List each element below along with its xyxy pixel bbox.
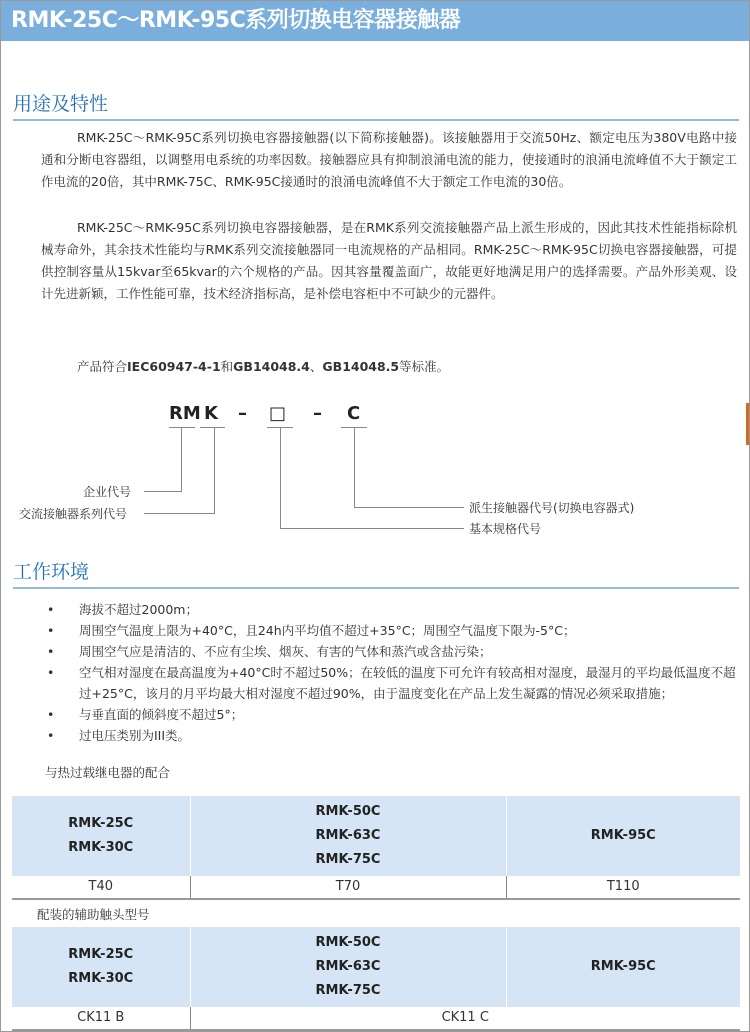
- code-dash: –: [238, 403, 247, 424]
- list-item: • 周围空气应是清洁的、不应有尘埃、烟灰、有害的气体和蒸汽或含盐污染；: [47, 641, 737, 662]
- label-company-code: 企业代号: [83, 485, 132, 499]
- header-cell: RMK-95C: [506, 927, 740, 1007]
- note-thermal-relay: 与热过载继电器的配合: [45, 765, 171, 780]
- model: RMK-25C: [68, 947, 134, 962]
- table-cell: T70: [190, 876, 506, 899]
- std-text: 、: [309, 359, 323, 374]
- code-k: K: [204, 403, 218, 424]
- section-heading-environment: 工作环境: [13, 557, 739, 589]
- list-item: • 空气相对湿度在最高温度为+40°C时不超过50%；在较低的温度下可允许有较高相对湿度，最湿月的平均最低温度不超过+25°C，该月的月平均最大相对湿度不超过90%，由于温度变化在产品上发生凝露的情况必须采取措施；: [47, 662, 737, 704]
- environment-list: [47, 599, 737, 746]
- model: RMK-50C: [315, 804, 381, 819]
- table-cell: CK11 C: [190, 1007, 740, 1030]
- header-cell: [12, 796, 190, 876]
- model: RMK-25C: [68, 816, 134, 831]
- model: RMK-63C: [315, 959, 381, 974]
- table-cell: CK11 B: [12, 1007, 190, 1030]
- label-spec-code: 基本规格代号: [469, 522, 542, 536]
- paragraph-1: RMK-25C～RMK-95C系列切换电容器接触器(以下简称接触器)。该接触器用于交流50Hz、额定电压为380V电路中接通和分断电容器组，以调整用电系统的功率因数。接触器应具有抑制浪涌电流的能力，使接通时的浪涌电流峰值不大于额定工作电流的20倍，其中RMK-75C、RMK-95C接通时的浪涌电流峰值不大于额定工作电流的30倍。: [41, 130, 737, 189]
- page-title: RMK-25C～RMK-95C系列切换电容器接触器: [1, 1, 749, 41]
- standards-line: [77, 357, 449, 375]
- note-aux-contact: 配装的辅助触头型号: [37, 907, 150, 922]
- table-cell: T40: [12, 876, 190, 899]
- label-series-code: 交流接触器系列代号: [19, 507, 128, 521]
- list-item: • 海拔不超过2000m；: [47, 599, 737, 620]
- model: RMK-75C: [315, 983, 381, 998]
- list-item: • 周围空气温度上限为+40°C，且24h内平均值不超过+35°C；周围空气温度下限为-5°C；: [47, 620, 737, 641]
- model: RMK-75C: [315, 852, 381, 867]
- table-cell: T110: [506, 876, 740, 899]
- model: RMK-30C: [68, 840, 134, 855]
- model: RMK-63C: [315, 828, 381, 843]
- label-derived-code: 派生接触器代号(切换电容器式): [469, 501, 635, 515]
- model-code-diagram: [1, 391, 750, 541]
- std-text: 和: [220, 359, 234, 374]
- thermal-relay-table: [12, 796, 740, 900]
- model: RMK-30C: [68, 971, 134, 986]
- std-text: 产品符合: [77, 359, 128, 374]
- code-dash: –: [313, 403, 322, 424]
- std-gb2: GB14048.5: [322, 359, 400, 374]
- list-item: • 过电压类别为III类。: [47, 725, 737, 746]
- header-cell: RMK-95C: [506, 796, 740, 876]
- section-heading-usage: 用途及特性: [13, 89, 739, 121]
- header-cell: [190, 796, 506, 876]
- std-iec: IEC60947-4-1: [127, 359, 221, 374]
- header-cell: [12, 927, 190, 1007]
- aux-contact-table: [12, 927, 740, 1031]
- model: RMK-50C: [315, 935, 381, 950]
- std-gb1: GB14048.4: [233, 359, 310, 374]
- std-text: 等标准。: [399, 359, 450, 374]
- list-item: • 与垂直面的倾斜度不超过5°；: [47, 704, 737, 725]
- code-box: □: [269, 403, 287, 424]
- scroll-marker: [746, 403, 749, 445]
- code-c: C: [347, 403, 361, 424]
- code-rm: RM: [169, 403, 201, 424]
- paragraph-2: RMK-25C～RMK-95C系列切换电容器接触器，是在RMK系列交流接触器产品上派生形成的，因此其技术性能指标除机械寿命外，其余技术性能均与RMK系列交流接触器同一电流规格的产品相同。RMK-25C～RMK-95C切换电容器接触器，可提供控制容量从15kvar至65kvar的六个规格的产品。因其容量覆盖面广，故能更好地满足用户的选择需要。产品外形美观、设计先进新颖，工作性能可靠，技术经济指标高，是补偿电容柜中不可缺少的元器件。: [41, 220, 737, 301]
- header-cell: [190, 927, 506, 1007]
